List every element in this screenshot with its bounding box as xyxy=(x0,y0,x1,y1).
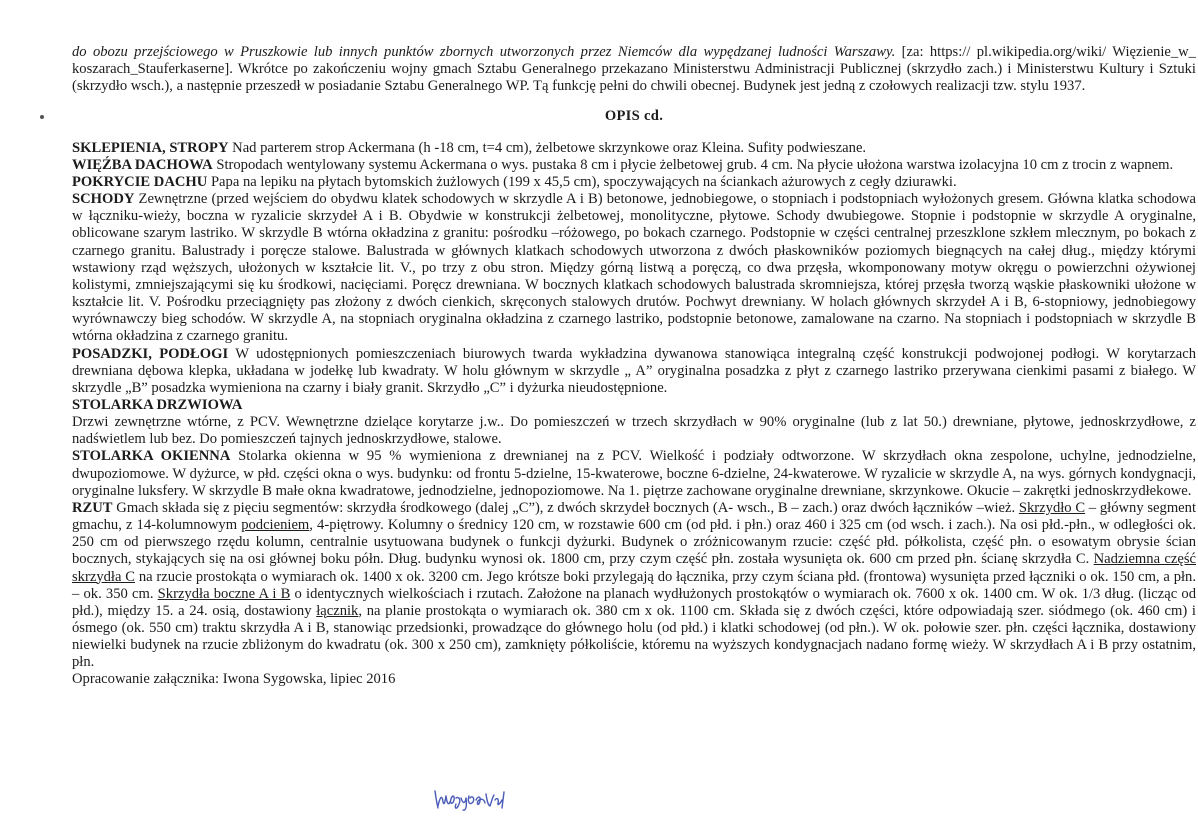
section-schody xyxy=(72,191,1196,345)
section-text-sklepienia: Nad parterem strop Ackermana (h -18 cm, t=4 cm), żelbetowe skrzynkowe oraz Kleina. Sufity podwieszane. xyxy=(228,139,867,156)
section-text-posadzki: W udostępnionych pomieszczeniach biurowych twarda wykładzina dywanowa stanowiąca integralną część konstrukcji podwojonej podłogi. W korytarzach drewniana dębowa klepka, układana w jodełkę lub kwadraty. W holu głównym w skrzydle „ A” oryginalna posadzka z płyt z czarnego lastriko przerywana cienkimi pasami z białego. W skrzydle „B” posadzka wymieniona na czarny i biały granit. Skrzydło „C” i dyżurka nieudostępnione. xyxy=(72,345,1196,396)
section-title-rzut: RZUT xyxy=(72,499,113,516)
section-title-drzwiowa: STOLARKA DRZWIOWA xyxy=(72,396,243,413)
section-title-schody: SCHODY xyxy=(72,191,135,208)
document-page xyxy=(72,44,1196,689)
rzut-underlined-4: Skrzydła boczne A i B xyxy=(157,585,291,602)
section-title-okienna: STOLARKA OKIENNA xyxy=(72,448,231,465)
section-okienna xyxy=(72,448,1196,499)
rzut-underlined-1: Skrzydło C xyxy=(1018,499,1086,516)
section-text-schody: Zewnętrzne (przed wejściem do obydwu klatek schodowych w skrzydle A i B) betonowe, jednobiegowe, o stopniach i podstopniach wyłożonych gresem. Główna klatka schodowa w łączniku-wieży, boczna w ryzalicie skrzydeł A i B. Obydwie w konstrukcji żelbetowej, monolityczne, płytowe. Schody dwubiegowe. Stopnie i podstopnie w skrzydle A oryginalne, oblicowane szarym lastriko. W skrzydle B wtórna okładzina z granitu: pośrodku –różowego, po bokach czarnego. Podstopnie w części centralnej przeszklone szkłem mlecznym, po bokach z czarnego granitu. Balustrady i poręcze stalowe. Balustrada w głównych klatkach schodowych utworzona z dwóch płaskowników poziomych biegnących na całej dług., między którymi wstawiony rząd węższych, ułożonych w kształcie lit. V., po trzy z obu stron. Między górną listwą a poręczą, co dwa przęsła, wkomponowany motyw okręgu o powierzchni ożywionej kolistymi, zmniejszającymi się ku środkowi, nacięciami. Poręcz drewniana. W bocznych klatkach schodowych balustrada skromniejsza, której przęsła tworzą wąskie płaskowniki ułożone w kształcie lit. V. Pośrodku przeciągnięty pas złożony z dwóch cienkich, skręconych stalowych drutów. Pochwyt drewniany. W holach głównych skrzydeł A i B, 6-stopniowy, jednobiegowy wyrównawczy bieg schodów. W skrzydle A, na stopniach oryginalna okładzina z czarnego lastriko, podstopnie betonowe, zamalowane na czarno. Na stopniach i podstopniach w skrzydle B wtórna okładzina z czarnego granitu. xyxy=(72,191,1196,345)
section-pokrycie xyxy=(72,174,1196,191)
rzut-underlined-2: podcieniem xyxy=(241,517,310,534)
handwritten-signature xyxy=(432,782,532,812)
scan-speck xyxy=(40,115,44,119)
rzut-text-3: , 4-piętrowy. Kolumny o średnicy 120 cm, w rozstawie 600 cm (od płd. i płn.) oraz 460 i 325 cm (od wsch. i zach.). Na osi płd.-płn., w odległości ok. 250 cm od pierwszego rzędu kolumn, centralnie usytuowana budynek o funkcji dyżurki. Budynek o zróżnicowanym rzucie: część płd. półkolista, część płn. o esowatym obrysie ścian bocznych, stykających się na osi głównej boku półn. Dług. budynku wynosi ok. 1800 cm, przy czym część płn. została wysunięta ok. 600 cm przed płn. ścianę skrzydła C. xyxy=(72,517,1196,568)
section-rzut xyxy=(72,500,1196,672)
section-title-pokrycie: POKRYCIE DACHU xyxy=(72,173,208,190)
section-title-drzwiowa-line xyxy=(72,397,1196,414)
rzut-underlined-5: łącznik xyxy=(316,602,359,619)
rzut-text-4: na rzucie prostokąta o wymiarach ok. 1400 x ok. 3200 cm. Jego krótsze boki przylegają do łącznika, przy czym ściana płd. (frontowa) wysunięta przed łączniki o ok. 150 cm, a płn. – ok. 350 cm. xyxy=(72,568,1196,602)
section-title-posadzki: POSADZKI, PODŁOGI xyxy=(72,345,229,362)
section-text-okienna: Stolarka okienna w 95 % wymieniona z drewnianej na z PCV. Wielkość i podziały odtworzone. W skrzydłach okna zespolone, uchylne, jednodzielne, dwupoziomowe. W dyżurce, w płd. części okna o wys. budynku: od frontu 5-dzielne, 15-kwaterowe, boczne 6-dzielne, 24-kwaterowe. W ryzalicie w skrzydle A, na wys. górnych kondygnacji, oryginalne luksfery. W skrzydle B małe okna kwadratowe, jednodzielne, jednopoziomowe. Na 1. piętrze zachowane oryginalne drewniane, skrzynkowe. Okucie – zakrętki jednoskrzydłekowe. xyxy=(72,448,1197,499)
rzut-text-6: , na planie prostokąta o wymiarach ok. 380 cm x ok. 1100 cm. Składa się z dwóch części, które odpowiadają szer. siódmego (ok. 460 cm) i ósmego (ok. 550 cm) traktu skrzydła A i B, stanowiąc przedsionki, prowadzące do głównego holu (od płd.) i klatki schodowej (od płn.). W ok. połowie szer. płn. części łącznika, dostawiony niewielki budynek na rzucie zbliżonym do kwadratu (ok. 300 x 250 cm), zamknięty półkoliście, któremu na wyższych kondygnacjach nadano formę wieży. W skrzydłach A i B przy ostatnim, płn. xyxy=(72,602,1196,671)
section-text-pokrycie: Papa na lepiku na płytach bytomskich żużlowych (199 x 45,5 cm), spoczywających na ściankach ażurowych z cegły dziurawki. xyxy=(207,173,957,190)
section-text-wiezba: Stropodach wentylowany systemu Ackermana o wys. pustaka 8 cm i płycie żelbetowej grub. 4 cm. Na płycie ułożona warstwa izolacyjna 10 cm z trocin z wapnem. xyxy=(212,156,1174,173)
intro-roman-text: [za: https:// pl.wikipedia.org/wiki/ Więzienie_w_ koszarach_Stauferkaserne]. Wkrótce po zakończeniu wojny gmach Sztabu Generalnego przekazano Ministerstwu Administracji Publicznej (skrzydło zach.) i Ministerstwu Kultury i Sztuki (skrzydło wsch.), a następnie przeszedł w posiadanie Sztabu Generalnego WP. Tą funkcję pełni do chwili obecnej. Budynek jest jedną z czołowych realizacji tzw. stylu 1937. xyxy=(72,44,1196,95)
section-posadzki xyxy=(72,346,1196,397)
section-title-wiezba: WIĘŹBA DACHOWA xyxy=(72,156,213,173)
intro-paragraph xyxy=(72,44,1196,95)
intro-italic-text: do obozu przejściowego w Pruszkowie lub innych punktów zbornych utworzonych przez Niemców dla wypędzanej ludności Warszawy. xyxy=(72,44,896,60)
section-title-sklepienia: SKLEPIENIA, STROPY xyxy=(72,139,229,156)
rzut-text-5: o identycznych wielkościach i rzutach. Założone na planach wydłużonych prostokątów o wymiarach ok. 7600 x ok. 1400 cm. W ok. 1/3 dług. (licząc od płd.), między 15. a 24. osią, dostawiony xyxy=(72,585,1196,619)
section-sklepienia xyxy=(72,140,1196,157)
credit-line: Opracowanie załącznika: Iwona Sygowska, lipiec 2016 xyxy=(72,671,396,688)
signature-drawing xyxy=(432,782,532,812)
rzut-underlined-3: Nadziemna część skrzydła C xyxy=(72,551,1196,585)
section-text-drzwiowa: Drzwi zewnętrzne wtórne, z PCV. Wewnętrzne dzielące korytarze j.w.. Do pomieszczeń w trzech skrzydłach w 90% oryginalne (lub z lat 50.) drewniane, płytowe, jednoskrzydłowe, z nadświetlem lub bez. Do pomieszczeń tajnych jednoskrzydłowe, stalowe. xyxy=(72,414,1196,448)
rzut-text-2: – główny segment gmachu, z 14-kolumnowym xyxy=(72,499,1196,534)
rzut-text-1: Gmach składa się z pięciu segmentów: skrzydła środkowego (dalej „C”), z dwóch skrzydeł bocznych (A- wsch., B – zach.) oraz dwóch łączników –wież. xyxy=(112,499,1019,516)
section-heading: OPIS cd. xyxy=(604,108,664,125)
section-wiezba xyxy=(72,157,1196,174)
